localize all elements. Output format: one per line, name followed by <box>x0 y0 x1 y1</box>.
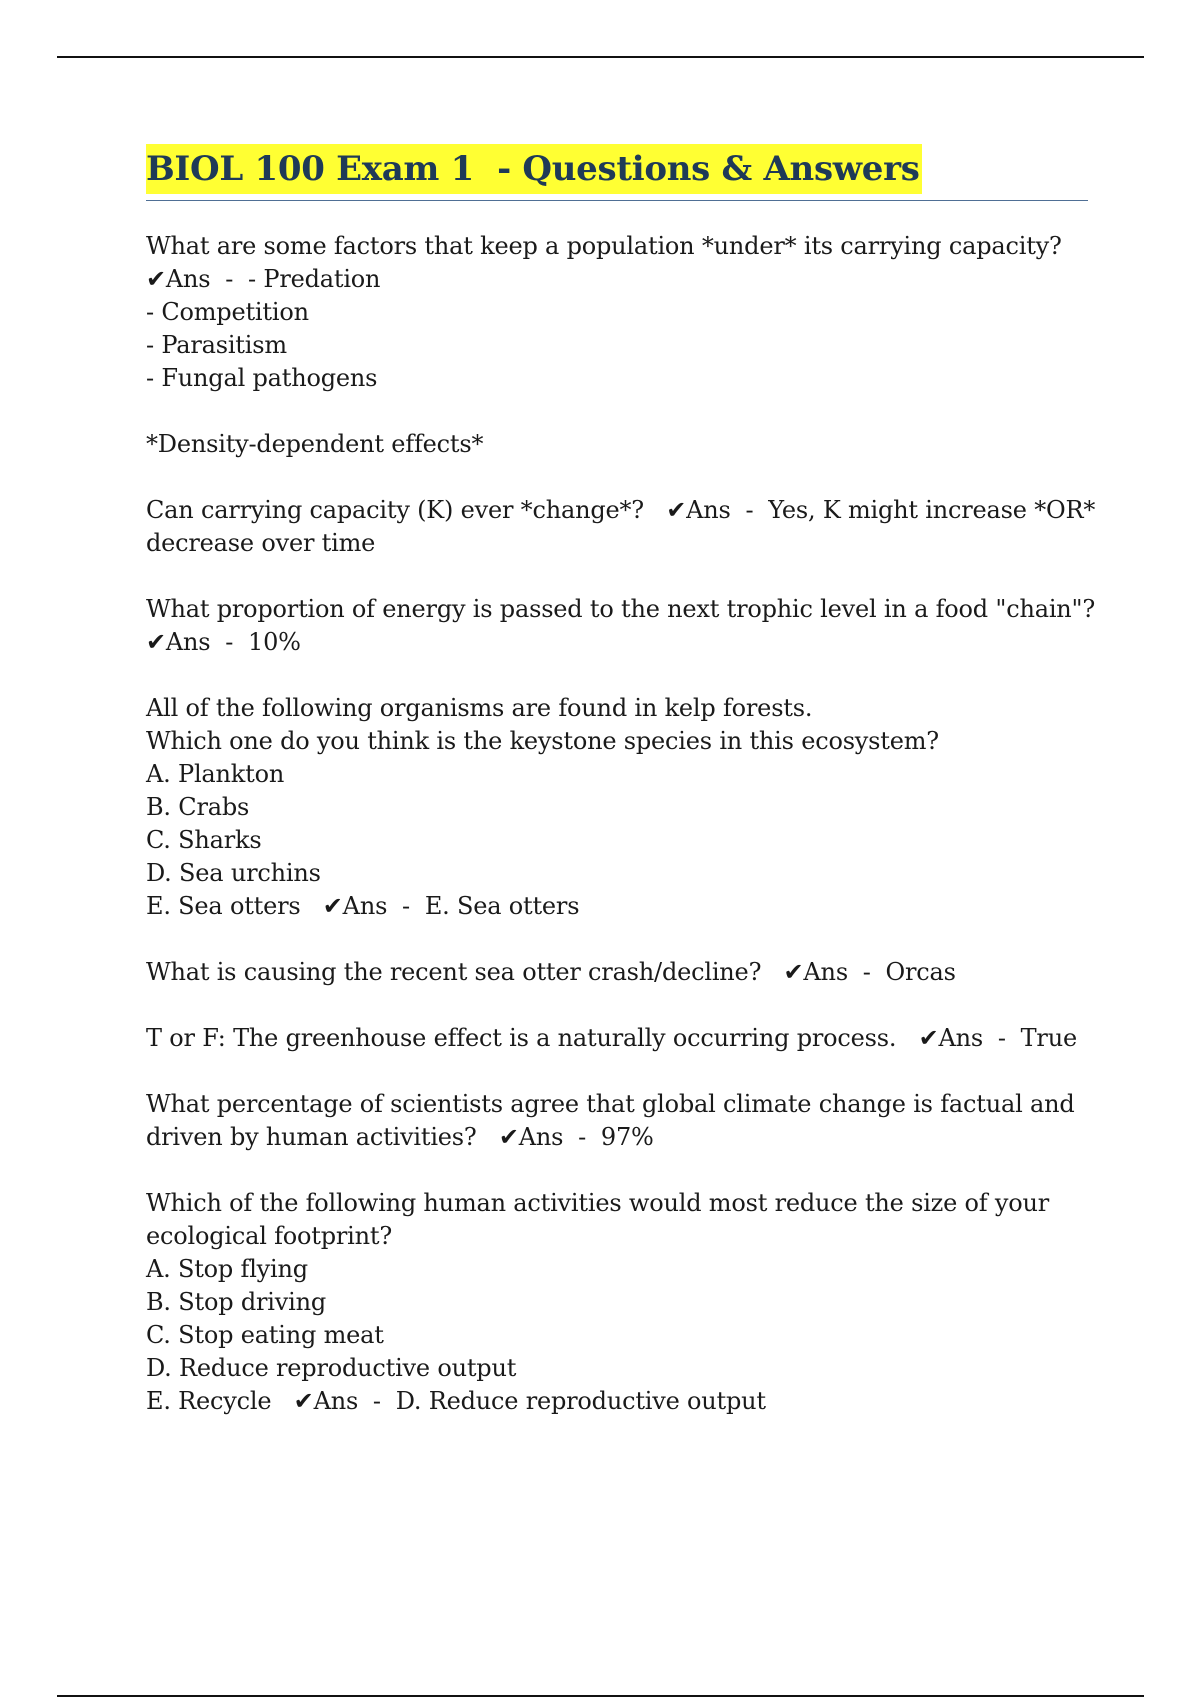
answer-line: - Parasitism <box>146 331 287 359</box>
qa-item-9 <box>146 1187 1096 1418</box>
answer-line: - Fungal pathogens <box>146 364 378 392</box>
option-line: B. Stop driving <box>146 1288 326 1316</box>
question-line: All of the following organisms are found in kelp forests. <box>146 694 813 722</box>
note-line: *Density-dependent effects* <box>146 430 484 458</box>
answer-line: ✔Ans - - Predation <box>146 265 381 293</box>
qa-item-8 <box>146 1088 1096 1154</box>
option-line: A. Stop flying <box>146 1255 308 1283</box>
qa-item-3 <box>146 494 1103 560</box>
option-line: D. Sea urchins <box>146 859 321 887</box>
question-line: What is causing the recent sea otter crash/decline? ✔Ans - Orcas <box>146 958 956 986</box>
question-line: What percentage of scientists agree that global climate change is factual and driven by human activities? ✔Ans - 97% <box>146 1090 1082 1151</box>
option-line: B. Crabs <box>146 793 250 821</box>
qa-item-5 <box>146 692 1096 923</box>
option-line: E. Sea otters ✔Ans - E. Sea otters <box>146 892 580 920</box>
question-line: What proportion of energy is passed to the next trophic level in a food "chain"? ✔Ans - 10% <box>146 595 1118 656</box>
question-line: What are some factors that keep a population *under* its carrying capacity? <box>146 232 1062 260</box>
question-line: Which of the following human activities would most reduce the size of your ecological footprint? <box>146 1189 1057 1250</box>
qa-item-4 <box>146 593 1118 659</box>
option-line: A. Plankton <box>146 760 285 788</box>
option-line: E. Recycle ✔Ans - D. Reduce reproductive output <box>146 1387 766 1415</box>
answer-line: - Competition <box>146 298 309 326</box>
option-line: D. Reduce reproductive output <box>146 1354 517 1382</box>
question-line: Which one do you think is the keystone species in this ecosystem? <box>146 727 939 755</box>
footer-rule <box>57 1695 1144 1697</box>
title-block <box>146 144 1088 201</box>
document-body <box>146 230 1118 1451</box>
qa-item-1 <box>146 230 1096 395</box>
question-line: Can carrying capacity (K) ever *change*? ✔Ans - Yes, K might increase *OR* decrease over time <box>146 496 1103 557</box>
option-line: C. Sharks <box>146 826 262 854</box>
qa-item-7 <box>146 1022 1096 1055</box>
document-title: BIOL 100 Exam 1 - Questions & Answers <box>146 144 922 194</box>
qa-item-6 <box>146 956 1096 989</box>
option-line: C. Stop eating meat <box>146 1321 384 1349</box>
question-line: T or F: The greenhouse effect is a naturally occurring process. ✔Ans - True <box>146 1024 1077 1052</box>
header-rule <box>57 56 1144 58</box>
qa-item-2 <box>146 428 1096 461</box>
